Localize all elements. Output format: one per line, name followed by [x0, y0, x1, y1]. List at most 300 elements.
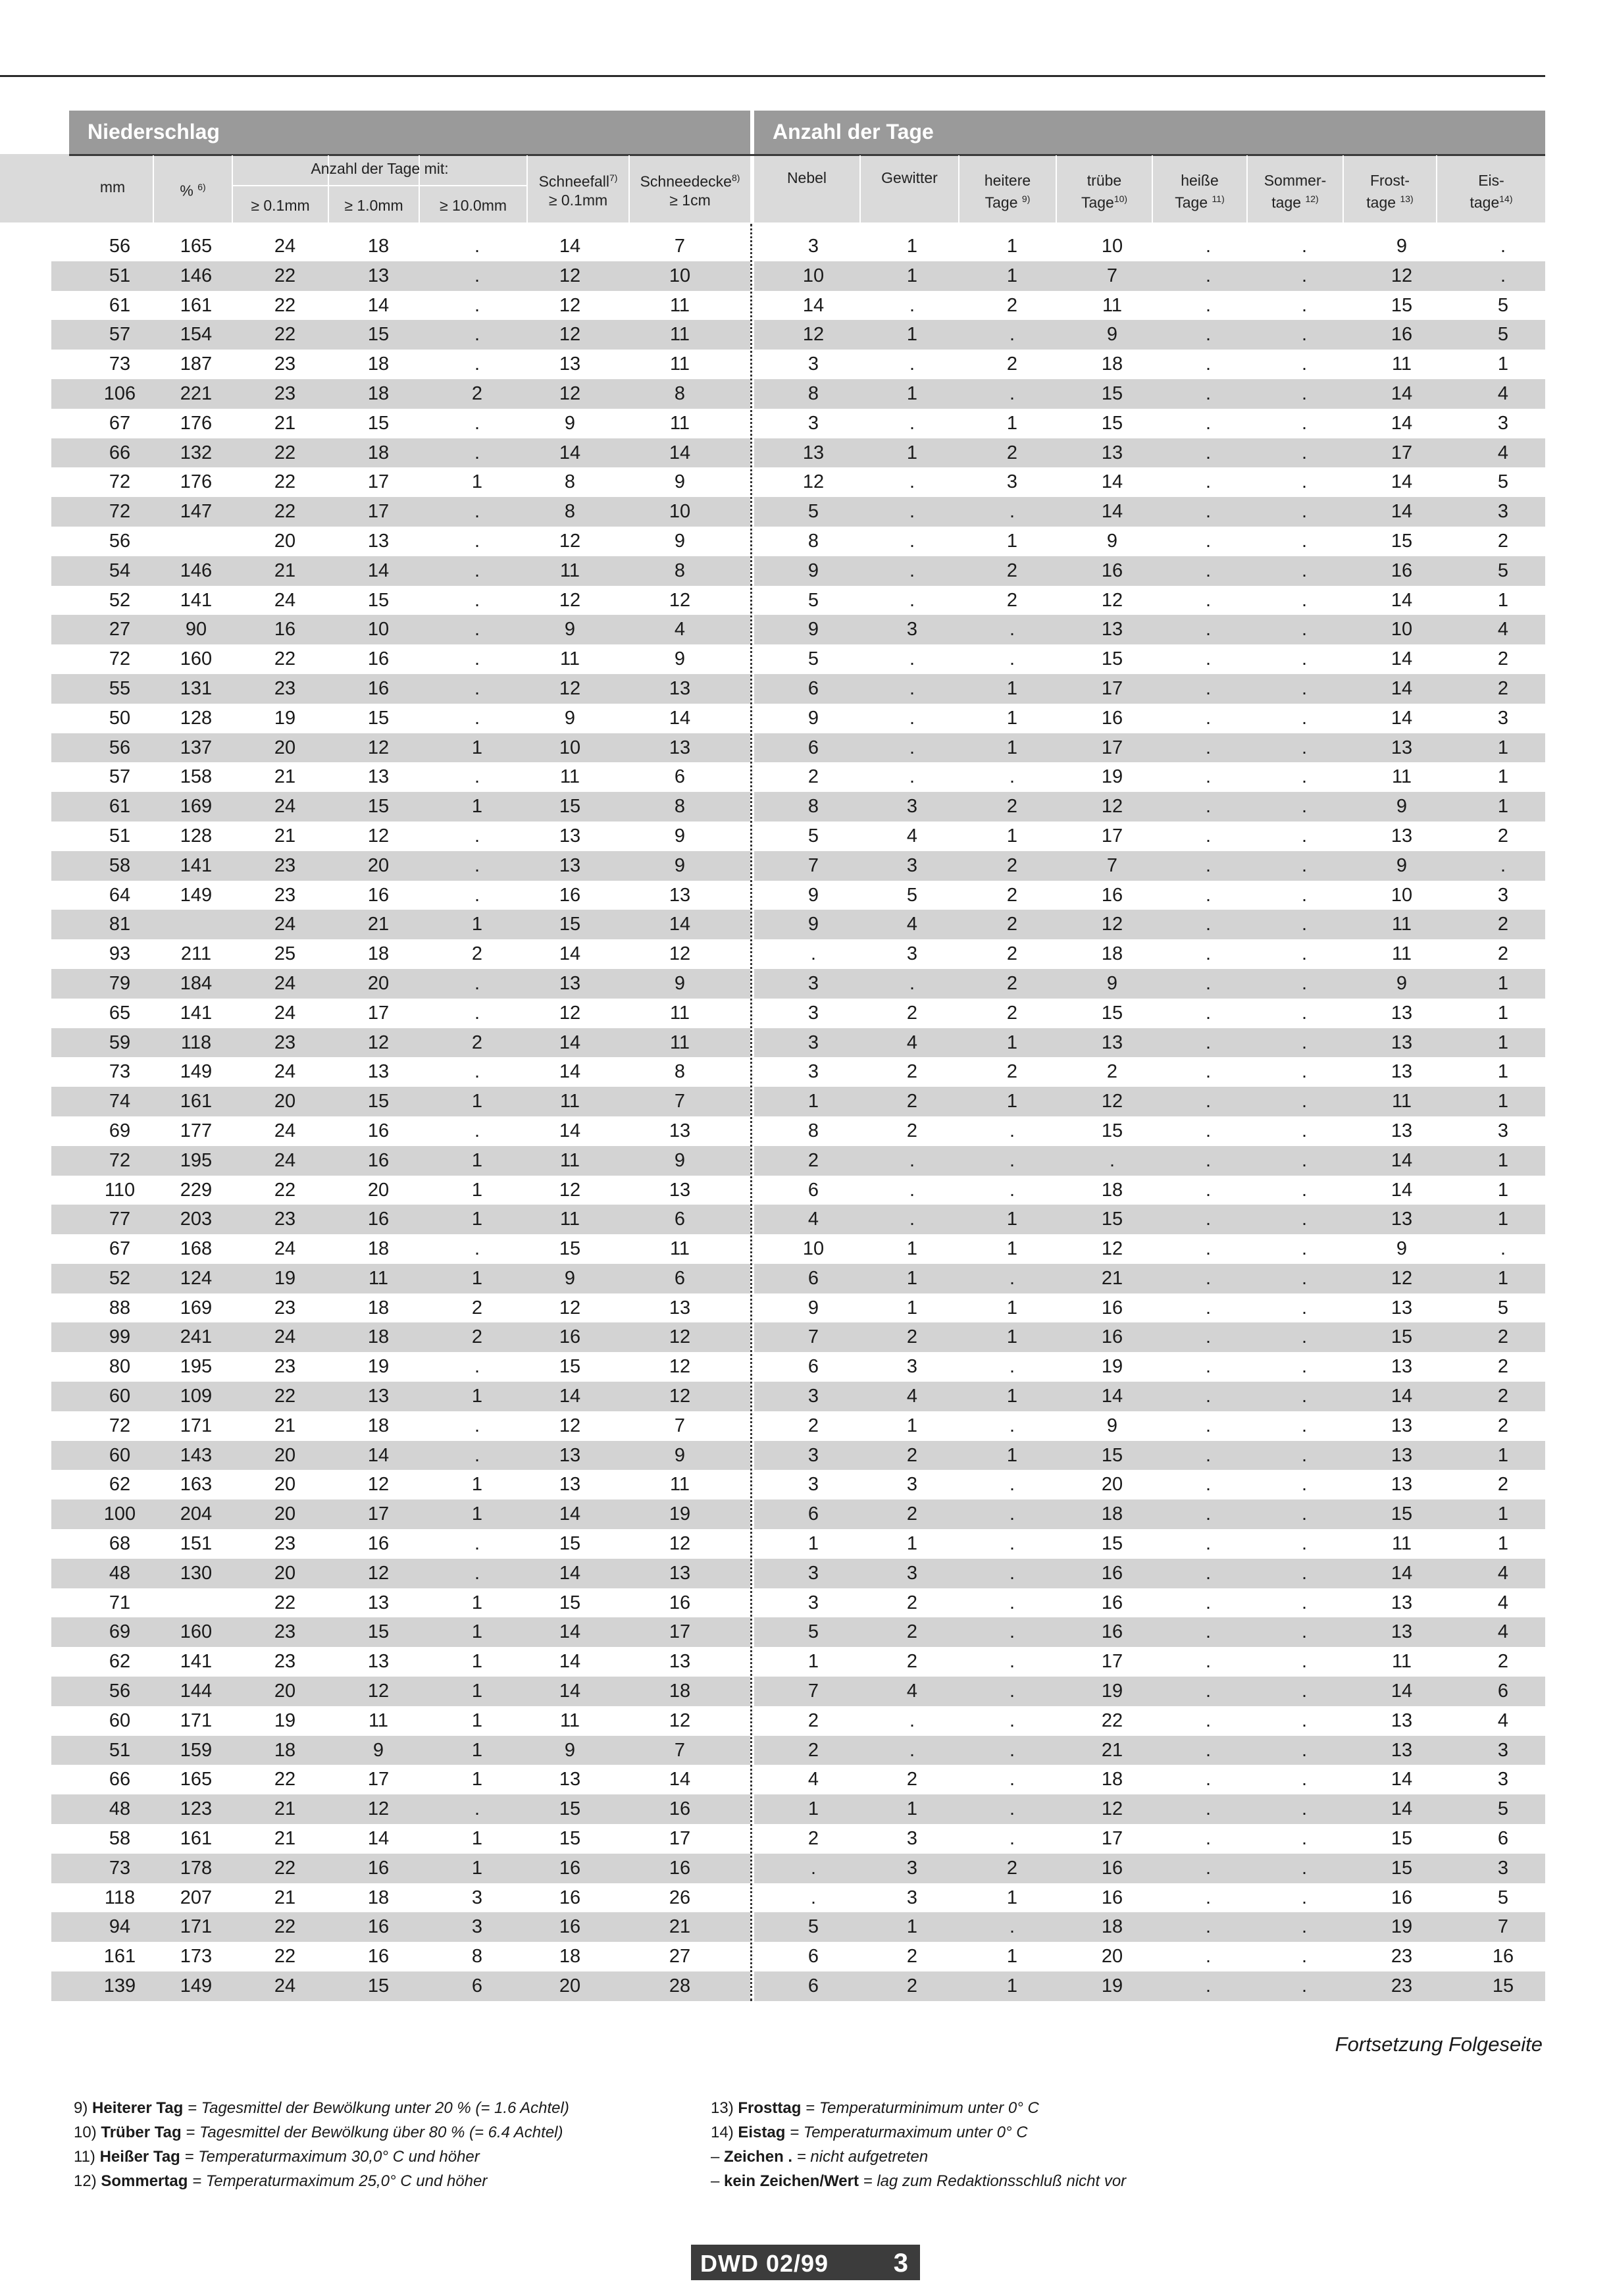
- cell-frost: 14: [1391, 1179, 1413, 1201]
- table-row: [0, 1470, 1545, 1500]
- cell-fog: 3: [807, 1474, 819, 1496]
- cell-days-100: .: [474, 1238, 480, 1260]
- cell-overcast: 16: [1101, 1592, 1123, 1613]
- cell-ice: 2: [1497, 1415, 1509, 1436]
- cell-thunder: .: [909, 1209, 915, 1230]
- cell-pct: 161: [180, 1828, 213, 1850]
- cell-summer: .: [1301, 1474, 1308, 1496]
- cell-days-100: 2: [471, 1297, 483, 1318]
- cell-snowfall: 14: [559, 1562, 581, 1584]
- cell-days-100: .: [474, 1562, 480, 1584]
- cell-days-100: .: [474, 619, 480, 640]
- cell-hot: .: [1205, 737, 1212, 758]
- cell-frost: 15: [1391, 1828, 1413, 1850]
- cell-snowfall: 14: [559, 1386, 581, 1407]
- cell-snowfall: 12: [559, 265, 581, 286]
- cell-snowcover: 26: [669, 1887, 691, 1908]
- cell-snowfall: 12: [559, 324, 581, 346]
- cell-hot: .: [1205, 412, 1212, 434]
- cell-pct: 124: [180, 1267, 213, 1289]
- cell-ice: 1: [1497, 1179, 1509, 1201]
- cell-days-01: 22: [274, 1916, 296, 1938]
- footnote-10: [74, 2120, 569, 2145]
- cell-ice: 1: [1497, 353, 1509, 375]
- cell-mm: 62: [109, 1474, 131, 1496]
- cell-snowfall: 11: [559, 1709, 580, 1731]
- cell-snowfall: 13: [559, 353, 581, 375]
- cell-summer: .: [1301, 1651, 1308, 1673]
- cell-summer: .: [1301, 382, 1308, 404]
- cell-fog: 6: [807, 677, 819, 699]
- cell-overcast: 15: [1101, 1444, 1123, 1466]
- cell-fog: 7: [807, 1681, 819, 1702]
- cell-hot: .: [1205, 1120, 1212, 1141]
- cell-snowcover: 11: [669, 1238, 690, 1260]
- cell-days-01: 24: [274, 914, 296, 935]
- cell-days-01: 22: [274, 1179, 296, 1201]
- cell-snowcover: 12: [669, 1356, 691, 1378]
- cell-snowcover: 9: [674, 1149, 686, 1171]
- cell-mm: 54: [109, 560, 131, 581]
- cell-snowfall: 15: [559, 796, 581, 818]
- header-pct-note: 6): [197, 182, 206, 192]
- cell-snowcover: 12: [669, 1326, 691, 1348]
- cell-overcast: 21: [1101, 1739, 1123, 1761]
- cell-snowfall: 11: [559, 1149, 580, 1171]
- cell-days-100: 1: [471, 1709, 483, 1731]
- cell-frost: 15: [1391, 1857, 1413, 1879]
- cell-days-100: .: [474, 677, 480, 699]
- cell-snowcover: 14: [669, 707, 691, 729]
- cell-thunder: .: [909, 1179, 915, 1201]
- table-row: [0, 910, 1545, 939]
- cell-snowcover: 13: [669, 737, 691, 758]
- header-fog: Nebel: [786, 169, 827, 186]
- cell-hot: .: [1205, 1415, 1212, 1436]
- cell-pct: 141: [180, 589, 213, 611]
- table-row: [0, 586, 1545, 615]
- cell-thunder: .: [909, 530, 915, 552]
- cell-snowcover: 14: [669, 442, 691, 463]
- cell-snowfall: 12: [559, 589, 581, 611]
- cell-clear: .: [1009, 1149, 1015, 1171]
- header-snowfall-note: 7): [609, 172, 618, 183]
- cell-thunder: 4: [906, 914, 918, 935]
- cell-days-100: 1: [471, 1267, 483, 1289]
- cell-frost: 9: [1396, 236, 1408, 257]
- table-row: [0, 1854, 1545, 1883]
- cell-snowfall: 9: [564, 619, 576, 640]
- cell-summer: .: [1301, 1592, 1308, 1613]
- cell-fog: 3: [807, 1444, 819, 1466]
- header-frost-days: [1344, 171, 1436, 212]
- cell-fog: 3: [807, 353, 819, 375]
- cell-overcast: 16: [1101, 1887, 1123, 1908]
- cell-snowfall: 9: [564, 1739, 576, 1761]
- footnote-def: = nicht aufgetreten: [796, 2148, 929, 2166]
- cell-mm: 59: [109, 1031, 131, 1053]
- header-snowcover-note: 8): [731, 172, 740, 183]
- cell-overcast: 15: [1101, 382, 1123, 404]
- footnote-def: = Tagesmittel der Bewölkung unter 20 % (= 1.6 Achtel): [187, 2099, 569, 2117]
- cell-mm: 88: [109, 1297, 131, 1318]
- cell-pct: 147: [180, 501, 213, 523]
- cell-frost: 15: [1391, 1326, 1413, 1348]
- table-row: [0, 1794, 1545, 1824]
- cell-fog: 1: [807, 1798, 819, 1820]
- cell-snowcover: 8: [674, 382, 686, 404]
- cell-pct: 195: [180, 1149, 213, 1171]
- cell-days-100: .: [474, 442, 480, 463]
- cell-clear: 1: [1006, 1444, 1018, 1466]
- header-d10: ≥ 1.0mm: [344, 197, 403, 214]
- cell-ice: 5: [1497, 1887, 1509, 1908]
- cell-days-10: 14: [367, 294, 390, 316]
- cell-days-10: 15: [367, 796, 390, 818]
- cell-frost: 14: [1391, 412, 1413, 434]
- cell-days-10: 11: [368, 1267, 389, 1289]
- cell-days-10: 18: [367, 236, 390, 257]
- cell-mm: 72: [109, 1149, 131, 1171]
- cell-fog: 8: [807, 796, 819, 818]
- cell-pct: 141: [180, 854, 213, 876]
- header-summer-l1: Sommer-: [1264, 172, 1327, 189]
- cell-mm: 72: [109, 501, 131, 523]
- cell-summer: .: [1301, 1120, 1308, 1141]
- cell-days-01: 22: [274, 324, 296, 346]
- cell-days-01: 23: [274, 1209, 296, 1230]
- cell-fog: 5: [807, 501, 819, 523]
- cell-pct: 163: [180, 1474, 213, 1496]
- table-row: [0, 1824, 1545, 1854]
- header-clear-note: 9): [1021, 194, 1031, 204]
- cell-ice: 4: [1497, 1592, 1509, 1613]
- footnote-term: Heißer Tag: [99, 2148, 180, 2166]
- cell-ice: .: [1500, 854, 1506, 876]
- header-snowcover-sub: ≥ 1cm: [669, 191, 711, 209]
- cell-frost: 17: [1391, 442, 1413, 463]
- cell-frost: 13: [1391, 1739, 1413, 1761]
- table-row: [0, 1971, 1545, 2001]
- footnote-def: = Temperaturmaximum unter 0° C: [790, 2124, 1028, 2141]
- cell-ice: 1: [1497, 1209, 1509, 1230]
- footnote-num: 11): [74, 2148, 95, 2166]
- cell-snowcover: 18: [669, 1681, 691, 1702]
- section-niederschlag: [69, 111, 750, 154]
- cell-mm: 48: [109, 1562, 131, 1584]
- cell-ice: 1: [1497, 737, 1509, 758]
- cell-frost: 12: [1391, 265, 1413, 286]
- cell-hot: .: [1205, 1739, 1212, 1761]
- header-overcast-l2: Tage: [1081, 194, 1114, 211]
- cell-pct: 165: [180, 236, 213, 257]
- cell-hot: .: [1205, 1179, 1212, 1201]
- header-frost-l1: Frost-: [1369, 172, 1410, 189]
- cell-pct: 207: [180, 1887, 213, 1908]
- cell-mm: 51: [109, 265, 131, 286]
- cell-days-01: 20: [274, 737, 296, 758]
- cell-days-10: 11: [368, 1709, 389, 1731]
- cell-clear: .: [1009, 1415, 1015, 1436]
- cell-summer: .: [1301, 1533, 1308, 1555]
- cell-mm: 52: [109, 1267, 131, 1289]
- cell-days-10: 12: [367, 825, 390, 847]
- cell-snowcover: 9: [674, 825, 686, 847]
- cell-mm: 56: [109, 236, 131, 257]
- cell-days-01: 22: [274, 471, 296, 493]
- cell-days-10: 10: [367, 619, 390, 640]
- cell-mm: 72: [109, 1415, 131, 1436]
- table-row: [0, 467, 1545, 497]
- cell-days-10: 15: [367, 1975, 390, 1997]
- cell-thunder: .: [909, 501, 915, 523]
- header-days-with: Anzahl der Tage mit:: [311, 160, 449, 177]
- table-row: [0, 556, 1545, 586]
- cell-days-01: 20: [274, 1503, 296, 1525]
- cell-days-100: .: [474, 1120, 480, 1141]
- header-frost-l2: tage: [1366, 194, 1396, 211]
- cell-frost: 23: [1391, 1946, 1413, 1968]
- cell-hot: .: [1205, 1621, 1212, 1643]
- cell-snowfall: 14: [559, 1621, 581, 1643]
- cell-days-100: .: [474, 265, 480, 286]
- cell-frost: 13: [1391, 1592, 1413, 1613]
- cell-overcast: 7: [1106, 854, 1118, 876]
- cell-fog: 2: [807, 1415, 819, 1436]
- publication-badge: [691, 2245, 920, 2280]
- cell-ice: 3: [1497, 501, 1509, 523]
- cell-ice: 2: [1497, 1474, 1509, 1496]
- cell-days-100: .: [474, 236, 480, 257]
- cell-days-100: 1: [471, 1621, 483, 1643]
- cell-days-01: 20: [274, 1562, 296, 1584]
- cell-frost: 15: [1391, 530, 1413, 552]
- cell-thunder: 1: [906, 265, 918, 286]
- cell-summer: .: [1301, 1297, 1308, 1318]
- cell-clear: .: [1009, 1120, 1015, 1141]
- cell-frost: 14: [1391, 677, 1413, 699]
- cell-summer: .: [1301, 1562, 1308, 1584]
- cell-snowfall: 11: [559, 648, 580, 670]
- cell-days-100: .: [474, 1356, 480, 1378]
- cell-fog: 9: [807, 619, 819, 640]
- cell-days-01: 24: [274, 1120, 296, 1141]
- cell-days-100: .: [474, 1415, 480, 1436]
- cell-thunder: .: [909, 560, 915, 581]
- cell-fog: 12: [802, 471, 825, 493]
- cell-hot: .: [1205, 353, 1212, 375]
- cell-days-100: .: [474, 854, 480, 876]
- cell-days-100: .: [474, 324, 480, 346]
- table-row: [0, 1617, 1545, 1647]
- cell-frost: 14: [1391, 1681, 1413, 1702]
- cell-snowfall: 16: [559, 1326, 581, 1348]
- cell-clear: .: [1009, 1769, 1015, 1790]
- table-row: [0, 1736, 1545, 1765]
- cell-pct: 204: [180, 1503, 213, 1525]
- cell-thunder: 4: [906, 1681, 918, 1702]
- cell-snowfall: 12: [559, 1179, 581, 1201]
- cell-ice: 5: [1497, 471, 1509, 493]
- cell-overcast: 19: [1101, 1681, 1123, 1702]
- cell-snowcover: 21: [669, 1916, 691, 1938]
- cell-clear: 1: [1006, 1297, 1018, 1318]
- cell-frost: 16: [1391, 1887, 1413, 1908]
- cell-frost: 13: [1391, 1621, 1413, 1643]
- cell-ice: 1: [1497, 1091, 1509, 1112]
- cell-fog: 3: [807, 412, 819, 434]
- cell-ice: 3: [1497, 412, 1509, 434]
- cell-mm: 62: [109, 1651, 131, 1673]
- cell-thunder: 3: [906, 619, 918, 640]
- cell-fog: .: [810, 1887, 817, 1908]
- cell-summer: .: [1301, 914, 1308, 935]
- cell-snowfall: 14: [559, 1651, 581, 1673]
- cell-overcast: .: [1109, 1149, 1115, 1171]
- cell-days-100: 6: [471, 1975, 483, 1997]
- cell-frost: 9: [1396, 796, 1408, 818]
- cell-summer: .: [1301, 265, 1308, 286]
- table-row: [0, 1382, 1545, 1411]
- cell-mm: 73: [109, 1857, 131, 1879]
- cell-pct: 169: [180, 796, 213, 818]
- cell-frost: 11: [1391, 943, 1412, 965]
- cell-days-01: 23: [274, 854, 296, 876]
- cell-days-01: 18: [274, 1739, 296, 1761]
- cell-days-10: 14: [367, 1828, 390, 1850]
- cell-summer: .: [1301, 796, 1308, 818]
- cell-days-01: 24: [274, 972, 296, 994]
- cell-days-01: 23: [274, 1621, 296, 1643]
- cell-thunder: 2: [906, 1091, 918, 1112]
- cell-summer: .: [1301, 884, 1308, 906]
- cell-hot: .: [1205, 677, 1212, 699]
- cell-snowfall: 15: [559, 1238, 581, 1260]
- cell-days-100: .: [474, 766, 480, 788]
- cell-snowcover: 9: [674, 648, 686, 670]
- footnote-term: Sommertag: [101, 2172, 188, 2190]
- cell-hot: .: [1205, 1503, 1212, 1525]
- cell-ice: 5: [1497, 324, 1509, 346]
- cell-thunder: 1: [906, 1798, 918, 1820]
- table-row: [0, 851, 1545, 881]
- cell-days-01: 22: [274, 265, 296, 286]
- cell-summer: .: [1301, 1739, 1308, 1761]
- cell-mm: 74: [109, 1091, 131, 1112]
- cell-clear: .: [1009, 501, 1015, 523]
- cell-days-100: .: [474, 1798, 480, 1820]
- cell-days-100: .: [474, 648, 480, 670]
- cell-clear: 1: [1006, 737, 1018, 758]
- cell-mm: 100: [103, 1503, 136, 1525]
- header-subrule: [233, 185, 526, 186]
- cell-days-01: 23: [274, 1651, 296, 1673]
- cell-snowcover: 17: [669, 1621, 691, 1643]
- cell-mm: 77: [109, 1209, 131, 1230]
- cell-fog: 13: [802, 442, 825, 463]
- cell-clear: .: [1009, 1267, 1015, 1289]
- cell-pct: 173: [180, 1946, 213, 1968]
- cell-summer: .: [1301, 1769, 1308, 1790]
- cell-mm: 56: [109, 1681, 131, 1702]
- header-summer-l2: tage: [1271, 194, 1302, 211]
- cell-summer: .: [1301, 825, 1308, 847]
- cell-hot: .: [1205, 943, 1212, 965]
- cell-pct: 171: [180, 1916, 213, 1938]
- cell-clear: 2: [1006, 884, 1018, 906]
- cell-days-01: 23: [274, 1031, 296, 1053]
- header-summer-note: 12): [1305, 194, 1319, 204]
- cell-hot: .: [1205, 796, 1212, 818]
- cell-snowcover: 11: [669, 1031, 690, 1053]
- cell-snowfall: 12: [559, 382, 581, 404]
- cell-frost: 14: [1391, 648, 1413, 670]
- cell-frost: 13: [1391, 1061, 1413, 1083]
- cell-snowcover: 8: [674, 796, 686, 818]
- cell-clear: .: [1009, 766, 1015, 788]
- cell-snowcover: 12: [669, 589, 691, 611]
- cell-summer: .: [1301, 324, 1308, 346]
- cell-pct: 158: [180, 766, 213, 788]
- footnote-def: = Tagesmittel der Bewölkung über 80 % (= 6.4 Achtel): [186, 2124, 563, 2141]
- cell-hot: .: [1205, 442, 1212, 463]
- cell-thunder: 2: [906, 1592, 918, 1613]
- table-row: [0, 674, 1545, 704]
- cell-frost: 13: [1391, 1002, 1413, 1024]
- cell-snowcover: 9: [674, 854, 686, 876]
- cell-snowfall: 12: [559, 1002, 581, 1024]
- cell-days-100: .: [474, 1061, 480, 1083]
- cell-clear: 2: [1006, 442, 1018, 463]
- cell-thunder: 2: [906, 1651, 918, 1673]
- cell-fog: 2: [807, 1828, 819, 1850]
- cell-summer: .: [1301, 854, 1308, 876]
- cell-thunder: 5: [906, 884, 918, 906]
- cell-days-01: 22: [274, 648, 296, 670]
- cell-thunder: 3: [906, 943, 918, 965]
- cell-snowfall: 13: [559, 825, 581, 847]
- cell-days-10: 16: [367, 1533, 390, 1555]
- cell-hot: .: [1205, 1769, 1212, 1790]
- cell-overcast: 17: [1101, 1828, 1123, 1850]
- cell-ice: 2: [1497, 1326, 1509, 1348]
- table-row: [0, 409, 1545, 438]
- cell-days-10: 16: [367, 1120, 390, 1141]
- cell-days-10: 13: [367, 1061, 390, 1083]
- header-d100: ≥ 10.0mm: [439, 197, 507, 214]
- cell-snowcover: 10: [669, 265, 691, 286]
- cell-thunder: 3: [906, 1828, 918, 1850]
- cell-summer: .: [1301, 1267, 1308, 1289]
- cell-days-10: 14: [367, 1444, 390, 1466]
- cell-days-10: 20: [367, 854, 390, 876]
- cell-summer: .: [1301, 1061, 1308, 1083]
- table-row: [0, 1205, 1545, 1234]
- page-number: 3: [893, 2249, 908, 2278]
- cell-ice: 2: [1497, 825, 1509, 847]
- cell-days-10: 9: [372, 1739, 384, 1761]
- cell-snowfall: 11: [559, 766, 580, 788]
- cell-pct: 131: [180, 677, 213, 699]
- cell-hot: .: [1205, 1592, 1212, 1613]
- cell-frost: 14: [1391, 1798, 1413, 1820]
- cell-pct: 165: [180, 1769, 213, 1790]
- footnote-num: 12): [74, 2172, 97, 2190]
- footnote-num: 13): [711, 2099, 734, 2117]
- cell-days-10: 12: [367, 1798, 390, 1820]
- cell-frost: 11: [1391, 914, 1412, 935]
- cell-snowfall: 18: [559, 1946, 581, 1968]
